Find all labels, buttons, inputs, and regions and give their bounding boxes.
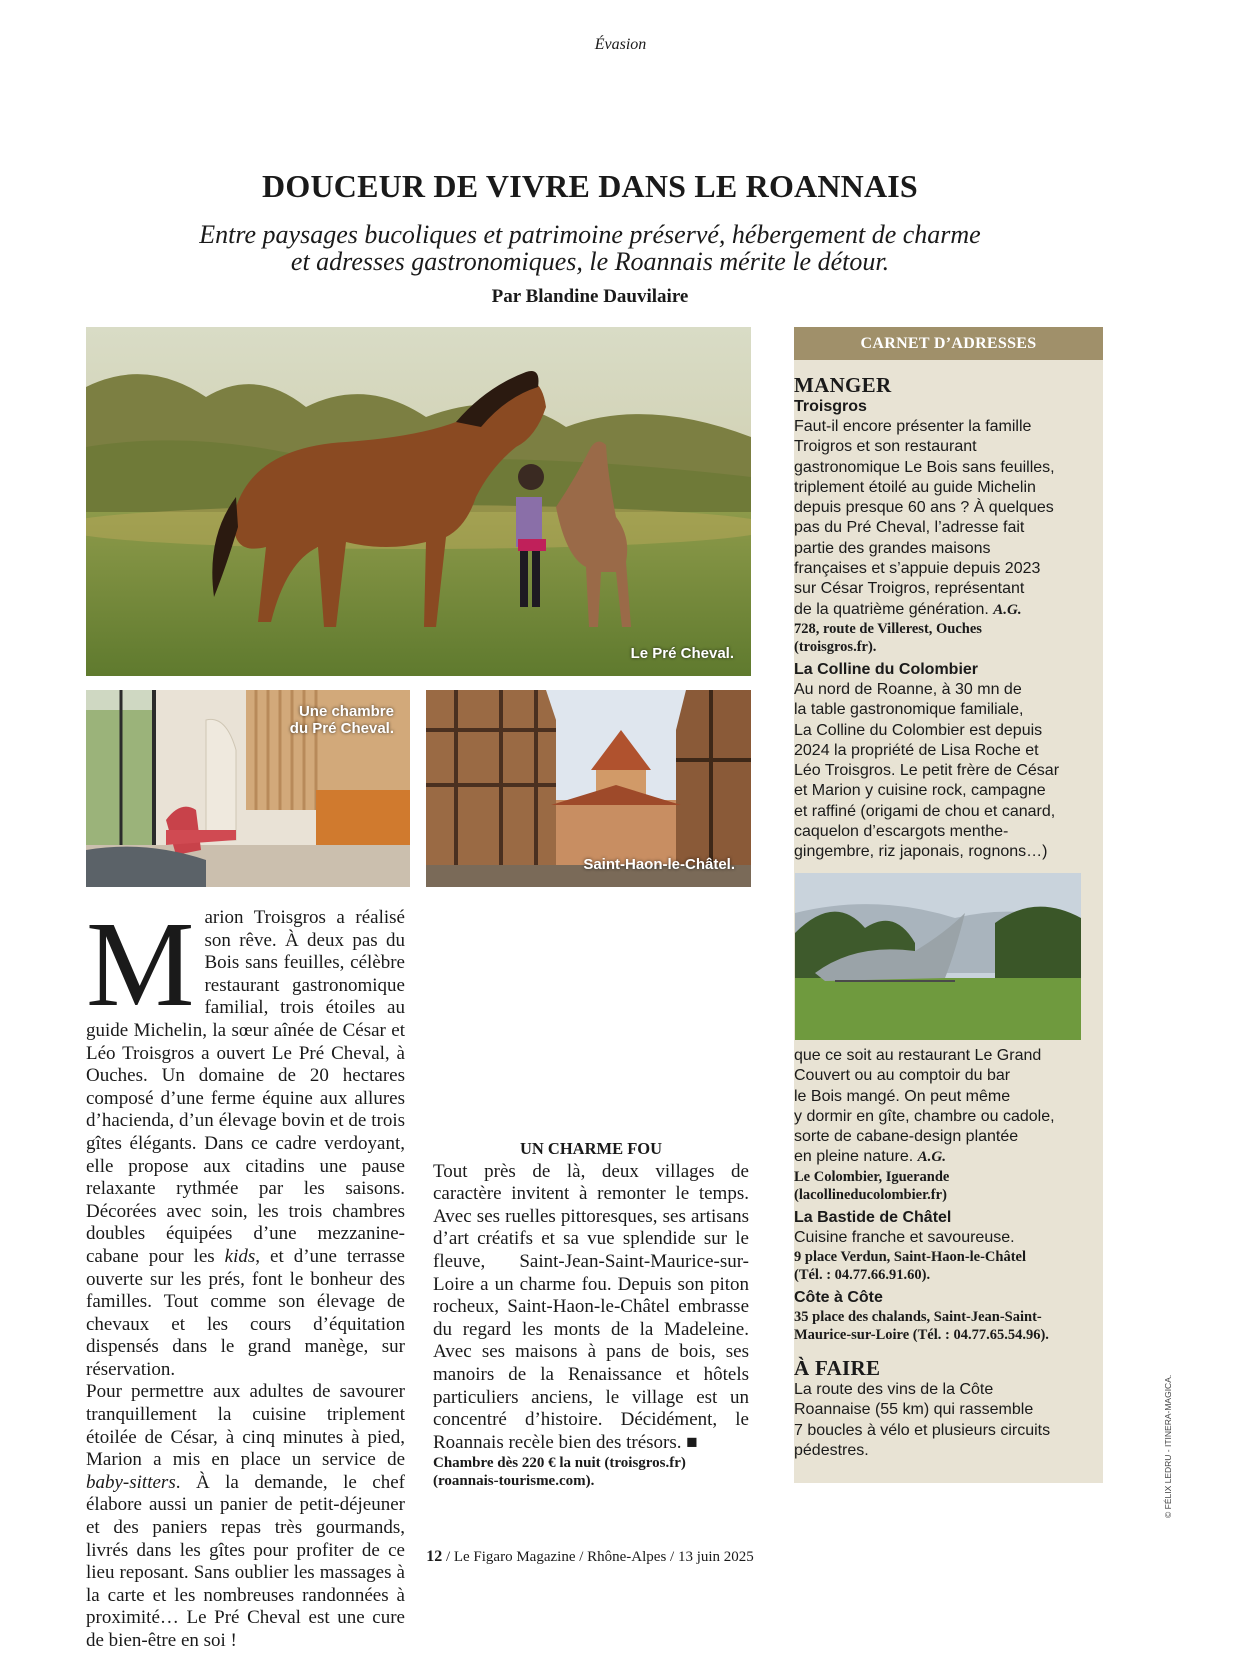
sb-line: et Marion y cuisine rock, campagne (794, 782, 1046, 800)
address: Le Colombier, Iguerande (794, 1168, 950, 1185)
italic-word: kids (224, 1245, 256, 1267)
sb-line: Au nord de Roanne, à 30 mn de (794, 680, 1022, 698)
photo-credit (1161, 1360, 1175, 1520)
byline: Par Blandine Dauvilaire (491, 286, 689, 307)
sb-line: sur César Troigros, représentant (794, 580, 1025, 598)
sidebar-upper (794, 373, 1094, 863)
sb-line: caquelon d’escargots menthe- (794, 823, 1009, 841)
venue-name: Côte à Côte (794, 1289, 883, 1307)
section-title: MANGER (794, 373, 892, 397)
sb-line: et raffiné (origami de chou et canard, (794, 802, 1056, 820)
end-mark: ■ (686, 1431, 698, 1453)
info-line: Chambre dès 220 € la nuit (troisgros.fr) (433, 1455, 686, 1472)
room-caption (290, 703, 394, 737)
sb-line: Couvert ou au comptoir du bar (794, 1067, 1011, 1085)
article-title: DOUCEUR DE VIVRE DANS LE ROANNAIS (262, 168, 918, 204)
village-photo (426, 690, 751, 887)
subheading: UN CHARME FOU (519, 1139, 663, 1158)
sb-line (794, 1147, 1094, 1167)
sb-line: françaises et s’appuie depuis 2023 (794, 560, 1041, 578)
article-column-2 (433, 1135, 749, 1490)
sb-text: en pleine nature. (794, 1148, 914, 1166)
section-rubric: Évasion (594, 36, 647, 53)
sb-line: Roannaise (55 km) qui rassemble (794, 1401, 1034, 1419)
room-photo (86, 690, 410, 887)
sb-line: pédestres. (794, 1441, 869, 1459)
subtitle-line: et adresses gastronomiques, le Roannais mérite le détour. (290, 247, 890, 276)
address: 728, route de Villerest, Ouches (794, 620, 982, 637)
paragraph-text: arion Troisgros a réalisé son rêve. À deux pas du Bois sans feuilles, célèbre restaurant gastronomique familial, trois étoiles au guide Michelin, la sœur aînée de César et Léo Troisgros a ouvert Le Pré Cheval, à Ouches. Un domaine de 20 hectares composé d’une ferme équine aux allures d’hacienda, d’un élevage bovin et de trois gîtes élégants. Dans ce cadre verdoyant, elle propose aux citadins une pause relaxante rythmée par les saisons. Décorées avec soin, les trois chambres doubles équipées d’une mezzanine-cabane pour les (86, 907, 405, 1267)
sb-line: sorte de cabane-design plantée (794, 1128, 1019, 1146)
section-title: À FAIRE (794, 1356, 881, 1381)
address: (lacollineducolombier.fr) (794, 1186, 947, 1203)
sb-line: y dormir en gîte, chambre ou cadole, (794, 1107, 1055, 1125)
caption-line: Une chambre (298, 703, 394, 720)
sb-line: 7 boucles à vélo et plusieurs circuits (794, 1421, 1051, 1439)
sb-line: que ce soit au restaurant Le Grand (794, 1047, 1042, 1064)
sidebar-lower (794, 1046, 1094, 1461)
page-number: 12 (426, 1548, 443, 1565)
paragraph-text: . À la demande, le chef élabore aussi un panier de petit-déjeuner et des paniers repas très gourmands, livrés dans les gîtes pour profiter de ce lieu reposant. Sans oublier les massages à la carte et les nombreuses randonnées à proximité… Le Pré Cheval est une cure de bien-être en soi ! (86, 1471, 405, 1651)
sb-line: 2024 la propriété de Lisa Roche et (794, 741, 1039, 759)
colombier-photo (795, 873, 1081, 1040)
sidebar-heading: CARNET D’ADRESSES (794, 327, 1103, 360)
sb-line: pas du Pré Cheval, l’adresse fait (794, 519, 1025, 537)
address: 35 place des chalands, Saint-Jean-Saint- (794, 1309, 1042, 1326)
horses-illustration (86, 327, 751, 676)
venue-name: La Colline du Colombier (794, 660, 979, 678)
sb-line: la table gastronomique familiale, (794, 701, 1024, 719)
credit-text: © FÉLIX LEDRU - ITINERA-MAGICA. (1163, 1374, 1173, 1518)
info-line: (roannais-tourisme.com). (433, 1473, 595, 1490)
sb-line: Troigros et son restaurant (794, 438, 977, 456)
article-subtitle (130, 221, 1050, 275)
address: (troisgros.fr). (794, 638, 877, 655)
drop-cap: M (86, 897, 195, 1032)
sb-line: gastronomique Le Bois sans feuilles, (794, 458, 1055, 476)
publication-info: / Le Figaro Magazine / Rhône-Alpes / 13 juin 2025 (445, 1549, 754, 1565)
sb-line: Faut-il encore présenter la famille (794, 418, 1032, 435)
sb-line (794, 600, 1094, 620)
paragraph (433, 1161, 749, 1455)
sb-text: de la quatrième génération. (794, 600, 989, 618)
paragraph-text: Pour permettre aux adultes de savourer tranquillement la cuisine triplement étoilée de César, à cinq minutes à pied, Marion a mis en place un service de (86, 1381, 405, 1471)
paragraph (86, 897, 405, 1381)
horses-caption: Le Pré Cheval. (630, 645, 734, 662)
village-caption: Saint-Haon-le-Châtel. (583, 856, 735, 873)
sb-line: gingembre, riz japonais, rognons…) (794, 843, 1048, 861)
paragraph (86, 1381, 405, 1652)
italic-word: baby-sitters (86, 1471, 176, 1493)
sb-line: La Colline du Colombier est depuis (794, 721, 1043, 739)
sb-line: depuis presque 60 ans ? À quelques (794, 499, 1054, 517)
caption-line: du Pré Cheval. (289, 720, 394, 737)
venue-name: Troisgros (794, 398, 867, 415)
horses-photo (86, 327, 751, 676)
sb-line: La route des vins de la Côte (794, 1381, 994, 1399)
sb-line: triplement étoilé au guide Michelin (794, 478, 1036, 496)
address: (Tél. : 04.77.66.91.60). (794, 1267, 931, 1284)
colombier-illustration (795, 873, 1081, 1040)
sb-line: partie des grandes maisons (794, 539, 991, 557)
sb-line: Cuisine franche et savoureuse. (794, 1228, 1015, 1246)
sb-line: Léo Troisgros. Le petit frère de César (794, 762, 1060, 780)
address: 9 place Verdun, Saint-Haon-le-Châtel (794, 1249, 1027, 1266)
sb-line: le Bois mangé. On peut même (794, 1087, 1011, 1105)
address: Maurice-sur-Loire (Tél. : 04.77.65.54.96). (794, 1327, 1049, 1344)
practical-info (433, 1454, 749, 1490)
paragraph-text: , et d’une terrasse ouverte sur les prés, font le bonheur des familles. Tout comme son élevage de chevaux et les cours d’équitation dispensés dans le grand manège, sur réservation. (86, 1245, 405, 1380)
signature: A.G. (993, 601, 1022, 618)
page-footer (0, 1548, 1180, 1566)
article-column-1 (86, 897, 405, 1653)
signature: A.G. (917, 1149, 946, 1166)
venue-name: La Bastide de Châtel (794, 1208, 952, 1226)
paragraph-text: Tout près de là, deux villages de caractère invitent à remonter le temps. Avec ses ruelles pittoresques, ses artisans d’art créatifs et sa vue splendide sur le fleuve, Saint-Jean-Saint-Maurice-sur-Loire a un charme fou. Depuis son piton rocheux, Saint-Haon-le-Châtel embrasse du regard les monts de la Madeleine. Avec ses maisons à pans de bois, ses manoirs de la Renaissance et hôtels particuliers anciens, le village est un concentré d’histoire. Décidément, le Roannais recèle bien des trésors. (433, 1160, 749, 1453)
subtitle-line: Entre paysages bucoliques et patrimoine préservé, hébergement de charme (199, 220, 981, 249)
